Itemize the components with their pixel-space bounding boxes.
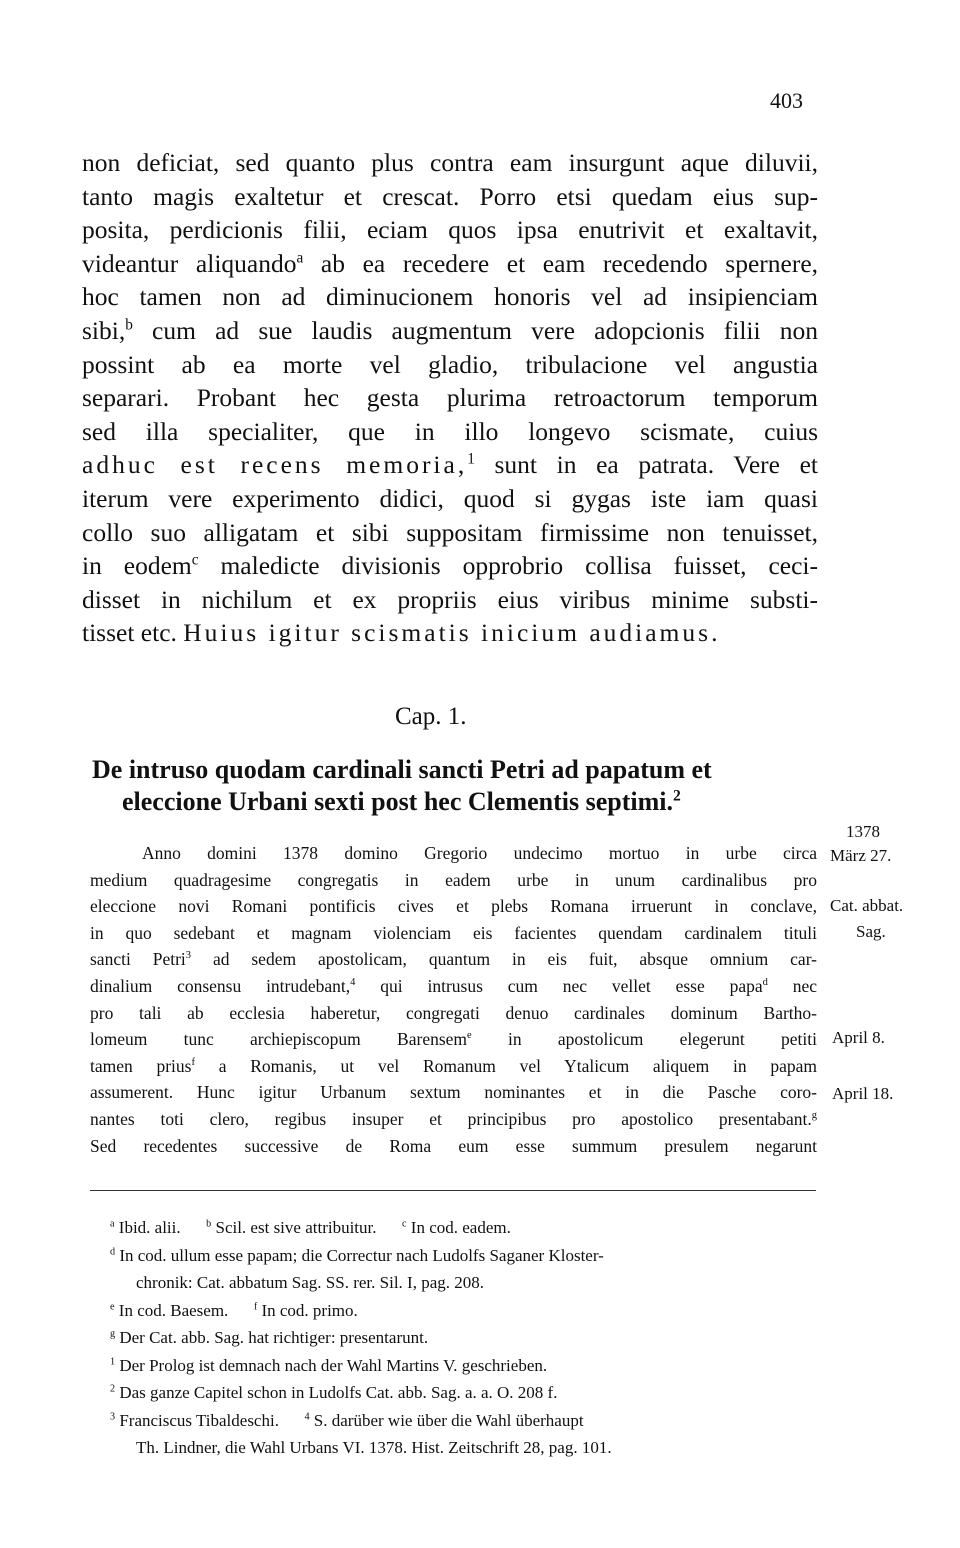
footnote-marker: 2 [672, 787, 681, 805]
text-line: Sed recedentes successive de Roma eum esse summum presulem negarunt [90, 1135, 817, 1156]
text-segment: tamen prius [90, 1055, 192, 1076]
text-line [82, 549, 818, 583]
text-line: non deficiat, sed quanto plus contra eam insurgunt aque diluvii, [82, 148, 818, 177]
margin-note-date: März 27. [830, 846, 892, 865]
text-segment: videantur aliquando [82, 248, 297, 278]
footnote-line [110, 1324, 820, 1352]
chapter-body [90, 840, 817, 1159]
footnote-line: Th. Lindner, die Wahl Urbans VI. 1378. Hist. Zeitschrift 28, pag. 101. [136, 1438, 612, 1457]
footnote-marker: 3 [185, 950, 192, 962]
footnote-marker: a [296, 249, 304, 267]
text-line: in quo sedebant et magnam violenciam eis facientes quendam cardinalem tituli [90, 922, 817, 943]
text-segment: Huius igitur scismatis inicium audiamus. [183, 618, 721, 648]
footnote-marker: 1 [467, 450, 475, 468]
text-segment: tisset etc. [82, 618, 177, 648]
text-segment: sancti Petri [90, 949, 186, 970]
text-line [90, 1053, 817, 1080]
text-line [90, 1026, 817, 1053]
text-line: disset in nichilum et ex propriis eius viribus minime substi- [82, 584, 818, 614]
chapter-title-line [92, 786, 832, 818]
footnote-line [110, 1352, 820, 1380]
footnote-marker: 4 [350, 977, 356, 989]
footnote-text: In cod. Baesem. [118, 1300, 229, 1320]
text-line [82, 314, 818, 348]
text-line: Anno domini 1378 domino Gregorio undecimo mortuo in urbe circa [142, 843, 817, 863]
footnote-marker: 1 [110, 1355, 116, 1367]
footnote-text: In cod. primo. [261, 1300, 358, 1320]
text-segment: a Romanis, ut vel Romanum vel Ytalicum aliquem in papam [218, 1055, 817, 1076]
footnote-marker: d [762, 977, 768, 989]
footnote-marker: f [253, 1300, 258, 1312]
text-line: medium quadragesime congregatis in eadem urbe in unum cardinalibus pro [90, 869, 817, 890]
text-segment: maledicte divisionis opprobrio collisa fuisset, ceci- [220, 551, 819, 581]
footnote-marker: e [467, 1030, 472, 1042]
margin-note-year: 1378 [846, 822, 880, 841]
text-segment: in eodem [82, 551, 192, 581]
footnote-text: Der Prolog ist demnach nach der Wahl Martins V. geschrieben. [119, 1355, 548, 1375]
footnote-marker: f [191, 1056, 195, 1068]
footnote-marker: a [110, 1218, 115, 1230]
text-line: pro tali ab ecclesia haberetur, congregati denuo cardinales dominum Bartho- [90, 1002, 817, 1023]
text-line [82, 616, 818, 650]
footnote-line: chronik: Cat. abbatum Sag. SS. rer. Sil. I, pag. 208. [136, 1273, 484, 1292]
text-line: possint ab ea morte vel gladio, tribulacione vel angustia [82, 349, 818, 379]
text-segment: dinalium consensu intrudebant, [90, 975, 351, 996]
footnote-marker: e [110, 1300, 115, 1312]
footnote-text: S. darüber wie über die Wahl überhaupt [313, 1410, 584, 1430]
footnote-text: In cod. eadem. [410, 1218, 511, 1237]
footnote-line [110, 1242, 820, 1270]
text-line: sed illa specialiter, que in illo longevo scismate, cuius [82, 416, 818, 446]
margin-note-date: April 18. [832, 1084, 894, 1103]
text-segment: lomeum tunc archiepiscopum Barensem [90, 1029, 468, 1050]
text-line: eleccione novi Romani pontificis cives et plebs Romana irruerunt in conclave, [90, 896, 817, 917]
text-line: tanto magis exaltetur et crescat. Porro etsi quedam eius sup- [82, 181, 818, 211]
text-segment: cum ad sue laudis augmentum vere adopcionis filii non [152, 315, 819, 345]
main-text [82, 146, 818, 650]
footnote-marker: c [402, 1218, 407, 1230]
text-line [82, 247, 818, 281]
text-line [90, 1106, 817, 1133]
text-segment: nantes toti clero, regibus insuper et principibus pro apostolico presentabant. [90, 1108, 812, 1129]
text-line [90, 946, 817, 973]
text-segment: ab ea recedere et eam recedendo spernere, [320, 248, 819, 278]
text-segment: eleccione Urbani sexti post hec Clementis septimi. [122, 787, 673, 816]
footnote-marker: 4 [304, 1410, 310, 1422]
footnote-text: Der Cat. abb. Sag. hat richtiger: presentarunt. [119, 1328, 429, 1347]
footnote-line [110, 1379, 820, 1407]
footnote-marker: 3 [110, 1410, 116, 1422]
footnote-line [110, 1407, 820, 1435]
text-line: hoc tamen non ad diminucionem honoris vel ad insipienciam [82, 282, 818, 312]
text-line: assumerent. Hunc igitur Urbanum sextum nominantes et in die Pasche coro- [90, 1082, 817, 1103]
chapter-heading: Cap. 1. [395, 703, 467, 730]
footnote-text: Das ganze Capitel schon in Ludolfs Cat. abb. Sag. a. a. O. 208 f. [119, 1383, 558, 1402]
footnote-marker: d [110, 1245, 116, 1257]
margin-note-source: Sag. [856, 922, 886, 941]
footnote-text: In cod. ullum esse papam; die Correctur nach Ludolfs Saganer Kloster- [119, 1245, 604, 1265]
chapter-title [92, 754, 832, 818]
text-segment: in apostolicum elegerunt petiti [507, 1029, 817, 1050]
page-number: 403 [770, 88, 803, 113]
footnote-text: Scil. est sive attribuitur. [215, 1218, 377, 1237]
margin-note-source: Cat. abbat. [830, 896, 904, 915]
text-line: collo suo alligatam et sibi suppositam firmissime non tenuisset, [82, 517, 818, 547]
footnotes [110, 1214, 820, 1462]
footnote-line [110, 1214, 820, 1242]
text-line: posita, perdicionis filii, eciam quos ipsa enutrivit et exaltavit, [82, 215, 818, 245]
footnote-marker: b [206, 1218, 212, 1230]
footnote-marker: c [191, 551, 199, 569]
footnote-line [110, 1297, 820, 1325]
text-segment: nec [792, 975, 818, 996]
footnote-marker: 2 [110, 1383, 116, 1395]
footnote-text: Franciscus Tibaldeschi. [119, 1410, 279, 1430]
footnote-marker: g [811, 1110, 817, 1122]
text-segment: adhuc est recens memoria, [82, 450, 468, 480]
text-segment: ad sedem apostolicam, quantum in eis fuit, absque omnium car- [212, 949, 817, 970]
text-segment: sunt in ea patrata. Vere et [494, 450, 818, 480]
footnote-marker: b [125, 316, 133, 334]
text-segment: qui intrusus cum nec vellet esse papa [380, 975, 763, 996]
margin-note-date: April 8. [832, 1028, 885, 1047]
footnote-divider [90, 1190, 816, 1191]
text-line: separari. Probant hec gesta plurima retroactorum temporum [82, 383, 818, 413]
text-line [82, 448, 818, 482]
footnote-marker: g [110, 1328, 116, 1340]
text-segment: sibi, [82, 315, 126, 345]
chapter-title-line: De intruso quodam cardinali sancti Petri ad papatum et [92, 755, 712, 784]
text-line: iterum vere experimento didici, quod si gygas iste iam quasi [82, 483, 818, 513]
footnote-text: Ibid. alii. [118, 1218, 181, 1237]
text-line [90, 973, 817, 1000]
